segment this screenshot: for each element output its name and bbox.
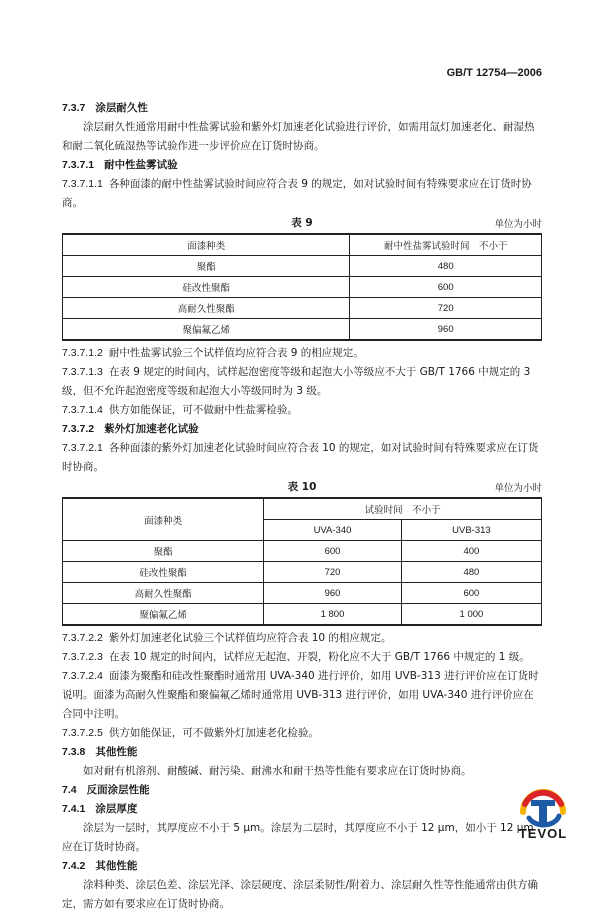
table-row xyxy=(63,604,542,626)
clause-number: 7.3.7.2.4 xyxy=(62,670,103,682)
standard-code: GB/T 12754—2006 xyxy=(446,67,542,79)
uvb-time-cell: 480 xyxy=(401,562,541,583)
clause-number: 7.3.7.1.1 xyxy=(62,178,103,190)
section-title: 其他性能 xyxy=(95,860,138,872)
section-title: 紫外灯加速老化试验 xyxy=(104,423,199,435)
clause-7-3-7-2-4 xyxy=(62,667,542,724)
clause-7-3-7-1-4 xyxy=(62,401,542,420)
clause-text: 供方如能保证，可不做耐中性盐雾检验。 xyxy=(108,404,298,416)
uvb-time-cell: 400 xyxy=(401,541,541,562)
uva-time-cell: 960 xyxy=(264,583,402,604)
clause-7-3-7-1-2 xyxy=(62,344,542,363)
paragraph-7-4-2: 涂料种类、涂层色差、涂层光泽、涂层硬度、涂层柔韧性/附着力、涂层耐久性等性能通常由供方确定，需方如有要求应在订货时协商。 xyxy=(62,879,539,910)
clause-text: 在表 10 规定的时间内，试样应无起泡、开裂，粉化应不大于 GB/T 1766 中规定的 1 级。 xyxy=(108,651,530,663)
coating-type-cell: 高耐久性聚酯 xyxy=(63,298,350,319)
table-header-row xyxy=(63,234,542,256)
coating-type-cell: 硅改性聚酯 xyxy=(63,277,350,298)
table-row xyxy=(63,319,542,341)
uva-time-cell: 600 xyxy=(264,541,402,562)
clause-7-3-7-2-1 xyxy=(62,439,542,477)
section-title: 其他性能 xyxy=(95,746,138,758)
section-heading-7-3-7-1 xyxy=(62,156,542,175)
coating-type-cell: 聚酯 xyxy=(63,256,350,277)
section-heading-7-4-2 xyxy=(62,857,542,876)
logo-text: TEVOL xyxy=(518,826,568,841)
table-row xyxy=(63,277,542,298)
paragraph-7-3-8: 如对耐有机溶剂、耐酸碱、耐污染、耐沸水和耐干热等性能有要求应在订货时协商。 xyxy=(83,765,472,777)
column-header: 面漆种类 xyxy=(63,234,350,256)
section-number: 7.3.7 xyxy=(62,102,86,114)
section-heading-7-4 xyxy=(62,781,542,800)
section-title: 反面涂层性能 xyxy=(86,784,150,796)
clause-text: 紫外灯加速老化试验三个试样值均应符合表 10 的相应规定。 xyxy=(108,632,392,644)
section-number: 7.3.8 xyxy=(62,746,86,758)
section-heading-7-3-8 xyxy=(62,743,542,762)
section-number: 7.3.7.1 xyxy=(62,159,95,171)
section-title: 耐中性盐雾试验 xyxy=(104,159,178,171)
column-header: 面漆种类 xyxy=(63,498,264,541)
clause-number: 7.3.7.2.5 xyxy=(62,727,103,739)
table-row xyxy=(63,562,542,583)
table-unit: 单位为小时 xyxy=(494,219,542,230)
table-title: 表 9 xyxy=(291,217,313,229)
clause-number: 7.3.7.2.3 xyxy=(62,651,103,663)
section-number: 7.4.1 xyxy=(62,803,86,815)
uvb-time-cell: 600 xyxy=(401,583,541,604)
section-heading-7-3-7 xyxy=(62,99,542,118)
section-number: 7.4 xyxy=(62,784,77,796)
clause-text: 各种面漆的紫外灯加速老化试验时间应符合表 10 的规定，如对试验时间有特殊要求应在订货时协商。 xyxy=(62,442,539,473)
clause-number: 7.3.7.2.1 xyxy=(62,442,103,454)
clause-text: 供方如能保证，可不做紫外灯加速老化检验。 xyxy=(108,727,319,739)
clause-text: 耐中性盐雾试验三个试样值均应符合表 9 的相应规定。 xyxy=(108,347,364,359)
paragraph-7-3-7: 涂层耐久性通常用耐中性盐雾试验和紫外灯加速老化试验进行评价，如需用氙灯加速老化、耐湿热和耐二氧化硫湿热等试验作进一步评价应在订货时协商。 xyxy=(62,121,535,152)
column-subheader: UVB-313 xyxy=(401,520,541,541)
clause-number: 7.3.7.1.3 xyxy=(62,366,103,378)
clause-text: 面漆为聚酯和硅改性聚酯时通常用 UVA-340 进行评价，如用 UVB-313 进行评价应在订货时说明。面漆为高耐久性聚酯和聚偏氟乙烯时通常用 UVB-313 进行评价，如用 UVA-340 进行评价应在合同中注明。 xyxy=(62,670,539,720)
coating-type-cell: 聚偏氟乙烯 xyxy=(63,604,264,626)
clause-7-3-7-2-2 xyxy=(62,629,542,648)
table-header-row xyxy=(63,498,542,520)
coating-type-cell: 硅改性聚酯 xyxy=(63,562,264,583)
uva-time-cell: 720 xyxy=(264,562,402,583)
time-cell: 600 xyxy=(350,277,542,298)
clause-7-3-7-2-5 xyxy=(62,724,542,743)
table-10 xyxy=(62,497,542,626)
clause-number: 7.3.7.1.2 xyxy=(62,347,103,359)
table-title: 表 10 xyxy=(287,481,317,493)
time-cell: 960 xyxy=(350,319,542,341)
table-row xyxy=(63,298,542,319)
section-title: 涂层厚度 xyxy=(95,803,138,815)
table-9 xyxy=(62,233,542,341)
clause-7-3-7-1-3 xyxy=(62,363,542,401)
clause-number: 7.3.7.1.4 xyxy=(62,404,103,416)
document-body xyxy=(62,99,542,914)
time-cell: 720 xyxy=(350,298,542,319)
coating-type-cell: 聚酯 xyxy=(63,541,264,562)
section-heading-7-4-1 xyxy=(62,800,542,819)
section-number: 7.4.2 xyxy=(62,860,86,872)
table-10-caption xyxy=(62,477,542,497)
clause-number: 7.3.7.2.2 xyxy=(62,632,103,644)
table-row xyxy=(63,256,542,277)
clause-text: 各种面漆的耐中性盐雾试验时间应符合表 9 的规定，如对试验时间有特殊要求应在订货时协商。 xyxy=(62,178,532,209)
uvb-time-cell: 1 000 xyxy=(401,604,541,626)
column-subheader: UVA-340 xyxy=(264,520,402,541)
uva-time-cell: 1 800 xyxy=(264,604,402,626)
time-cell: 480 xyxy=(350,256,542,277)
section-title: 涂层耐久性 xyxy=(95,102,148,114)
section-number: 7.3.7.2 xyxy=(62,423,95,435)
table-row xyxy=(63,541,542,562)
column-header: 试验时间 不小于 xyxy=(264,498,542,520)
paragraph-7-4-1: 涂层为一层时，其厚度应不小于 5 μm。涂层为二层时，其厚度应不小于 12 μm，如小于 12 μm 应在订货时协商。 xyxy=(62,822,534,853)
clause-text: 在表 9 规定的时间内，试样起泡密度等级和起泡大小等级应不大于 GB/T 1766 中规定的 3 级，但不允许起泡密度等级和起泡大小等级同时为 3 级。 xyxy=(62,366,531,397)
clause-7-3-7-1-1 xyxy=(62,175,542,213)
column-header: 耐中性盐雾试验时间 不小于 xyxy=(350,234,542,256)
coating-type-cell: 高耐久性聚酯 xyxy=(63,583,264,604)
section-heading-7-3-7-2 xyxy=(62,420,542,439)
table-unit: 单位为小时 xyxy=(494,483,542,494)
table-9-caption xyxy=(62,213,542,233)
coating-type-cell: 聚偏氟乙烯 xyxy=(63,319,350,341)
clause-7-3-7-2-3 xyxy=(62,648,542,667)
table-row xyxy=(63,583,542,604)
